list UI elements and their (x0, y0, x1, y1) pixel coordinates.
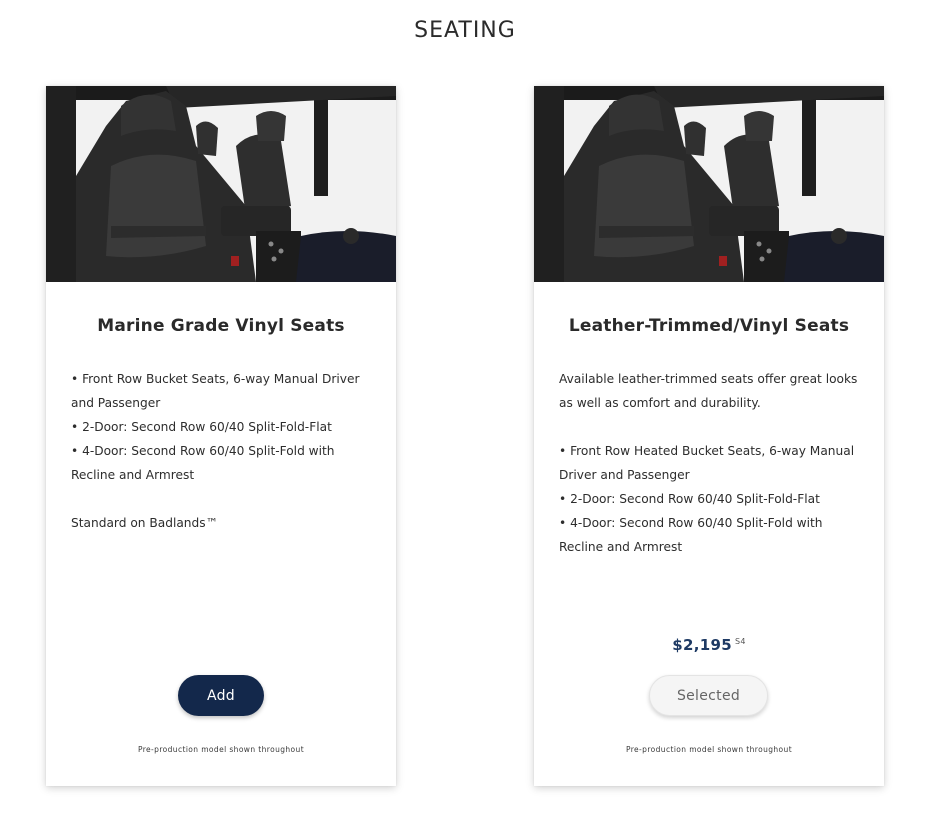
disclaimer-text: Pre-production model shown throughout (137, 745, 305, 754)
feature-item: • Front Row Heated Bucket Seats, 6-way Manual Driver and Passenger (559, 444, 855, 482)
feature-item: • 4-Door: Second Row 60/40 Split-Fold with Recline and Armrest (559, 516, 823, 554)
option-title: Marine Grade Vinyl Seats (97, 316, 345, 336)
price-footnote[interactable]: S4 (734, 637, 746, 646)
seat-photo-illustration (534, 86, 884, 282)
add-button[interactable]: Add (178, 675, 264, 716)
section-title: SEATING (414, 18, 516, 43)
option-intro: Available leather-trimmed seats offer great looks as well as comfort and durability. (559, 372, 858, 410)
feature-item: • Front Row Bucket Seats, 6-way Manual Driver and Passenger (71, 372, 360, 410)
disclaimer-text: Pre-production model shown throughout (625, 745, 793, 754)
option-card-leather (534, 86, 884, 786)
feature-item: • 2-Door: Second Row 60/40 Split-Fold-Flat (71, 420, 332, 434)
seat-image (46, 86, 396, 282)
option-price (534, 636, 884, 654)
feature-item: • 2-Door: Second Row 60/40 Split-Fold-Flat (559, 492, 820, 506)
selected-button[interactable]: Selected (649, 675, 768, 716)
feature-item: • 4-Door: Second Row 60/40 Split-Fold with Recline and Armrest (71, 444, 335, 482)
option-description (559, 367, 864, 559)
option-description (71, 367, 376, 535)
price-value: $2,195 (672, 636, 732, 654)
seat-photo-illustration (46, 86, 396, 282)
seat-image (534, 86, 884, 282)
option-title: Leather-Trimmed/Vinyl Seats (568, 316, 850, 336)
availability-note: Standard on Badlands™ (71, 516, 218, 530)
option-card-vinyl (46, 86, 396, 786)
